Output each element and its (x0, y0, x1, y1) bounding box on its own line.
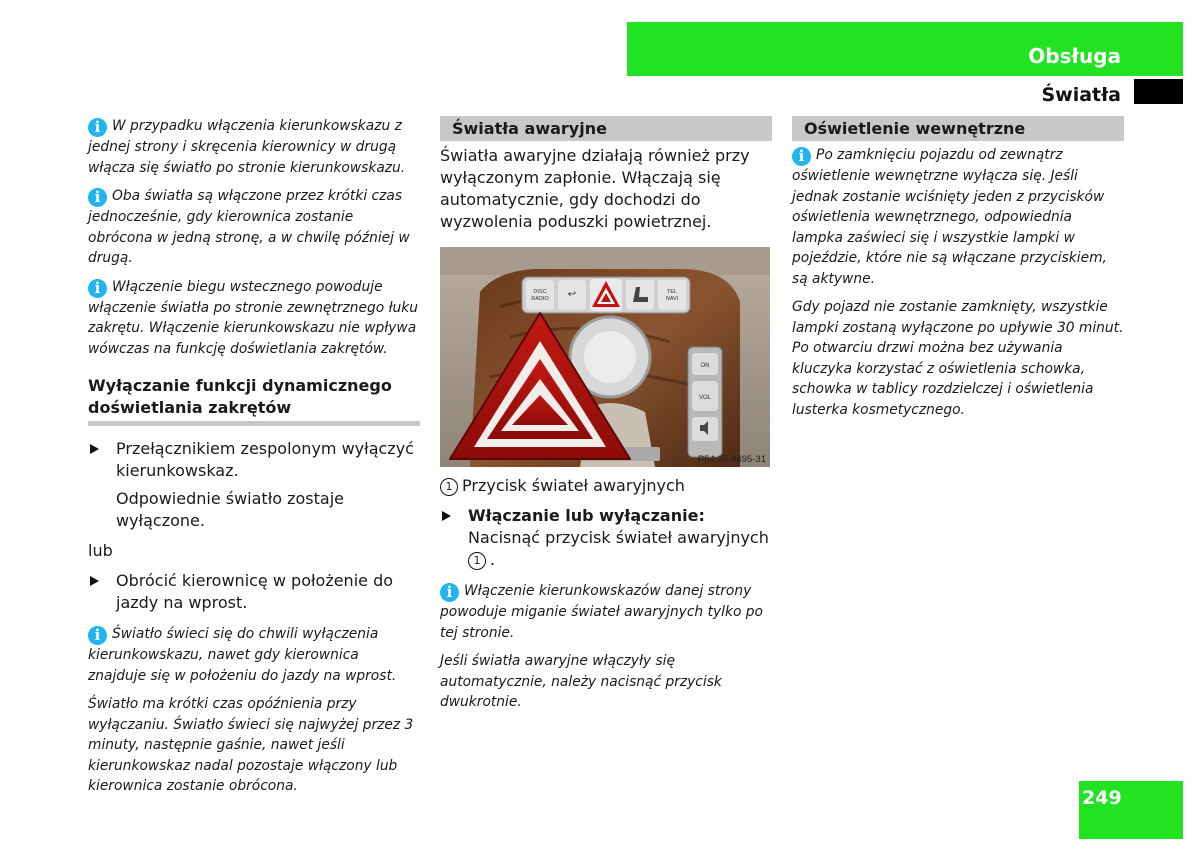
seat-button[interactable] (626, 280, 654, 310)
info-note: i Światło świeci się do chwili wyłączenia kierunkowskazu, nawet gdy kierownica znajduje się w położeniu do jazdy na wprost. (88, 626, 397, 684)
info-note: i Włączenie biegu wstecznego powoduje włączenie światła po stronie zewnętrznego łuku zakrętu. Włączenie kierunkowskazu nie wpływa wówczas na funkcję doświetlania zakrętów. (88, 278, 419, 357)
svg-text:ON: ON (700, 363, 710, 369)
info-note: i Oba światła są włączone przez krótki czas jednocześnie, gdy kierownica zostanie obrócona w jedną stronę, a w chwilę później w drugą. (88, 188, 410, 266)
column-middle (440, 116, 772, 721)
info-note: i Włączenie kierunkowskazów danej strony powoduje miganie świateł awaryjnych tylko po tej stronie. (440, 583, 763, 641)
callout-number: 1 (440, 478, 458, 496)
figure-legend: 1 Przycisk świateł awaryjnych (440, 475, 772, 497)
tel-navi-button[interactable] (658, 280, 686, 310)
svg-text:NAVI: NAVI (665, 296, 679, 302)
info-note: i Po zamknięciu pojazdu od zewnątrz oświetlenie wewnętrzne wyłącza się. Jeśli jednak zostanie wciśnięty jeden z przycisków oświetlenia wewnętrznego, odpowiednia lampka zaświeci się i wszystkie lampki w pojeździe, które nie są włączane przyciskiem, są aktywne. (792, 147, 1107, 287)
alternative-label: lub (88, 541, 113, 560)
section-title: Obsługa (1028, 44, 1121, 68)
svg-text:RADIO: RADIO (531, 296, 549, 302)
callout-ref: 1 (468, 552, 486, 570)
info-icon: i (88, 279, 107, 298)
italic-note: Gdy pojazd nie zostanie zamknięty, wszystkie lampki zostaną wyłączone po upływie 30 minut. Po otwarciu drzwi można bez używania kluczyka korzystać z oświetlenia schowka, schowka w tablicy rozdzielczej i oświetlenia lusterka kosmetycznego. (792, 299, 1124, 418)
info-icon: i (440, 583, 459, 602)
column-left (88, 116, 420, 805)
page-number: 249 (1082, 787, 1122, 809)
column-right (792, 116, 1124, 428)
photo-reference-code: P54.25-4495-31 (697, 454, 766, 465)
hazard-description: Światła awaryjne działają również przy wyłączonym zapłonie. Włączają się automatycznie, gdy dochodzi do wyzwolenia poduszki powietrznej. (440, 146, 750, 231)
section-header-bar (627, 22, 1183, 76)
back-label: ↩ (567, 289, 577, 300)
step-result: Odpowiednie światło zostaje wyłączone. (116, 489, 344, 530)
section-heading-interior: Oświetlenie wewnętrzne (792, 116, 1124, 141)
disc-radio-label: DISC (533, 289, 547, 295)
italic-note: Światło ma krótki czas opóźnienia przy wyłączaniu. Światło świeci się najwyżej przez 3 minuty, następnie gaśnie, nawet jeśli kierunkowskaz nadal pozostaje włączony lub kierownica zostanie obrócona. (88, 696, 414, 794)
info-icon: i (88, 118, 107, 137)
subsection-marker (1134, 79, 1183, 104)
italic-note: Jeśli światła awaryjne włączyły się automatycznie, należy nacisnąć przycisk dwukrotnie. (440, 653, 722, 710)
svg-text:TEL: TEL (666, 289, 678, 295)
instruction-step: Włączanie lub wyłączanie: Nacisnąć przycisk świateł awaryjnych 1 . (440, 505, 772, 571)
section-heading-hazard: Światła awaryjne (440, 116, 772, 141)
info-icon: i (792, 147, 811, 166)
console-illustration (440, 247, 770, 467)
info-note: i W przypadku włączenia kierunkowskazu z jednej strony i skręcenia kierownicy w drugą włącza się światło po stronie kierunkowskazu. (88, 118, 406, 176)
instruction-step: Obrócić kierownicę w położenie do jazdy na wprost. (88, 570, 420, 614)
subsection-title: Światła (1041, 84, 1121, 106)
info-icon: i (88, 626, 107, 645)
disc-radio-button[interactable] (526, 280, 554, 310)
svg-text:VOL: VOL (698, 395, 712, 401)
hazard-button-photo (440, 247, 770, 467)
info-icon: i (88, 188, 107, 207)
instruction-step: Przełącznikiem zespolonym wyłączyć kierunkowskaz. (88, 438, 420, 482)
subsection-heading: Wyłączanie funkcji dynamicznego doświetlania zakrętów (88, 375, 420, 426)
page-number-box (1079, 781, 1183, 839)
